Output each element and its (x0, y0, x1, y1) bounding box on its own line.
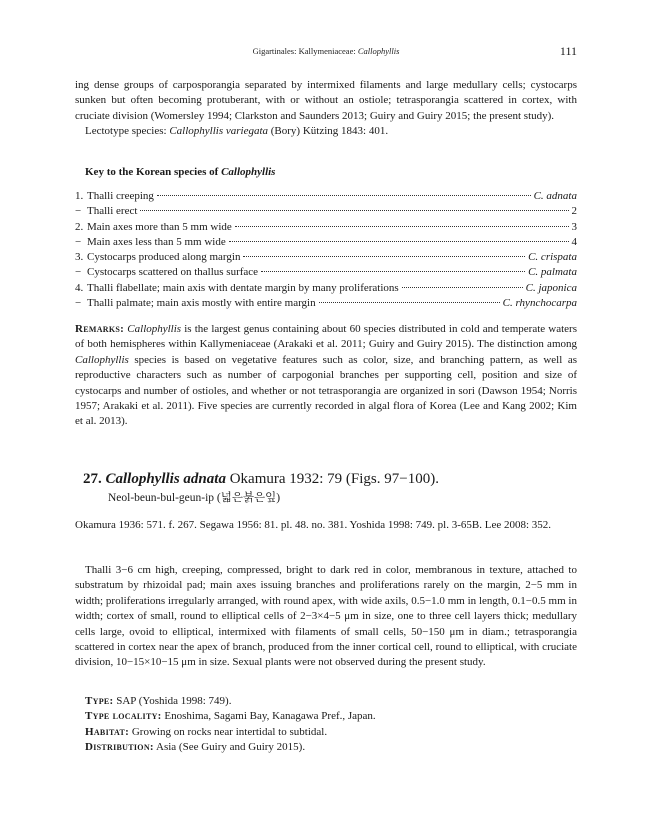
lectotype-authority: (Bory) Kützing 1843: 401. (268, 125, 389, 138)
key-row-text: Cystocarps produced along margin (87, 251, 241, 264)
species-name: Callophyllis adnata (105, 471, 226, 487)
key-row-number: 4. (75, 281, 84, 294)
key-row-leader (235, 226, 569, 227)
remarks-text-2: species is based on vegetative features such as color, size, and branching pattern, as well as reproductive characters such as number of carpogonial branches per supporting cell, position and size of cystocarps and number of ostioles, and whether or not tetrasporangia are organized in sori (Dawson 1954; Norris 1957; Arakaki et al. 2011). Five species are currently recorded in algal flora of Korea (Lee and Kang 2002; Kim et al. 2013). (75, 353, 577, 428)
key-row (75, 251, 577, 266)
key-row-number: − (75, 266, 82, 279)
key-row-leader (402, 287, 523, 288)
remarks-genus-2: Callophyllis (75, 353, 129, 366)
locality-line (85, 709, 575, 724)
distribution-label: Distribution: (85, 740, 154, 753)
habitat-value: Growing on rocks near intertidal to subtidal. (129, 725, 328, 738)
key-row-number: 1. (75, 190, 84, 202)
key-row (75, 236, 577, 251)
remarks-genus: Callophyllis (127, 323, 182, 335)
key-title-genus: Callophyllis (221, 166, 276, 178)
intro-paragraph: ing dense groups of carposporangia separated by intermixed filaments and large medullary cells; cystocarps sunken but often becoming protuberant, with or without an ostiole; tetrasporangia scattered in cortex, with cruciate division (Womersley 1994; Clarkston and Saunders 2013; Guiry and Guiry 2015; the present study). (75, 79, 577, 122)
key-row-number: 3. (75, 251, 84, 264)
species-vernacular: Neol-beun-bul-geun-ip (넓은붉은잎) (108, 492, 281, 504)
species-number: 27. (83, 471, 102, 487)
key-row (75, 297, 577, 312)
key-row-target: C. rhynchocarpa (502, 297, 577, 310)
key-row-leader (261, 271, 525, 272)
description-text: Thalli 3−6 cm high, creeping, compressed, bright to dark red in color, membranous in texture, attached to substratum by rhizoidal pad; main axes issuing branches and proliferations rarely on the margin, 2−5 mm in width; proliferations irregularly arranged, with round apex, with wide axils, 0.5−1.0 mm in length, 0.1−0.5 mm in width; cortex of small, round to elliptical cells of 2−3×4−5 μm in size, one to three cell layers thick; medullary cells large, ovoid to elliptical, intermixed with filaments of small cells, 50−150 μm in diam.; tetrasporangia scattered in cortex near the apex of branch, produced from the inner cortical cell, round to elliptical, with cruciate division, 10−15×10−15 μm in size. Sexual plants were not observed during the present study. (75, 564, 577, 669)
key-row-text: Thalli palmate; main axis mostly with entire margin (87, 297, 316, 310)
species-heading (83, 470, 439, 488)
key-title-prefix: Key to the Korean species of (85, 166, 222, 178)
remarks-paragraph (75, 322, 577, 430)
habitat-line (85, 725, 575, 740)
distribution-value: Asia (See Guiry and Guiry 2015). (153, 740, 306, 753)
key-row-text: Main axes more than 5 mm wide (87, 220, 232, 233)
key-row (75, 282, 577, 297)
key-row-number: 2. (75, 220, 84, 233)
remarks-section (75, 322, 577, 430)
running-head-prefix: Gigartinales: Kallymeniaceae: (252, 46, 358, 56)
identification-key (75, 190, 577, 312)
page-number: 111 (559, 44, 577, 58)
running-head (75, 46, 577, 56)
key-row-target: 4 (571, 235, 577, 248)
key-row-number: − (75, 235, 82, 248)
key-row-target: 3 (571, 220, 577, 233)
key-row-number: − (75, 297, 82, 310)
metadata-section (85, 694, 575, 755)
type-label: Type: (85, 695, 114, 707)
remarks-text-1: is the largest genus containing about 60 species distributed in cold and temperate waters of both hemispheres within Kallymeniaceae (Arakaki et al. 2011; Guiry and Guiry 2015). The distinction among (75, 323, 578, 351)
references-text: Okamura 1936: 571. f. 267. Segawa 1956: 81. pl. 48. no. 381. Yoshida 1998: 749. pl. 3-65B. Lee 2008: 352. (75, 519, 552, 531)
key-row-leader (243, 256, 525, 257)
key-row-text: Thalli flabellate; main axis with dentate margin by many proliferations (87, 281, 399, 294)
key-row-text: Main axes less than 5 mm wide (87, 235, 226, 248)
locality-value: Enoshima, Sagami Bay, Kanagawa Pref., Japan. (161, 710, 376, 723)
key-row-text: Thalli creeping (87, 190, 154, 202)
key-row-number: − (75, 205, 82, 218)
key-row-text: Thalli erect (87, 205, 138, 218)
key-row-text: Cystocarps scattered on thallus surface (87, 266, 259, 279)
key-row-target: C. adnata (533, 190, 577, 202)
lectotype-line (75, 124, 577, 139)
key-row-leader (140, 210, 568, 211)
species-authority: Okamura 1932: 79 (Figs. 97−100). (225, 471, 439, 487)
key-row (75, 266, 577, 281)
type-line (85, 694, 575, 709)
habitat-label: Habitat: (85, 725, 130, 738)
key-row-leader (157, 195, 531, 196)
lectotype-species: Callophyllis variegata (169, 125, 269, 138)
running-head-genus: Callophyllis (357, 46, 400, 56)
description-section (75, 563, 577, 671)
key-row-target: C. palmata (528, 266, 577, 279)
intro-section (75, 78, 577, 140)
key-row-target: C. crispata (528, 251, 577, 264)
type-value: SAP (Yoshida 1998: 749). (113, 695, 232, 707)
key-row-target: 2 (571, 205, 577, 218)
lectotype-label: Lectotype species: (85, 125, 170, 138)
distribution-line (85, 740, 575, 755)
key-row-target: C. japonica (525, 281, 577, 294)
key-row-leader (229, 241, 569, 242)
locality-label: Type locality: (85, 710, 162, 723)
key-title (85, 166, 275, 178)
key-row (75, 205, 577, 220)
key-row (75, 221, 577, 236)
references-section (75, 518, 577, 533)
key-row (75, 190, 577, 205)
remarks-label: Remarks: (75, 323, 125, 335)
key-row-leader (319, 302, 500, 303)
